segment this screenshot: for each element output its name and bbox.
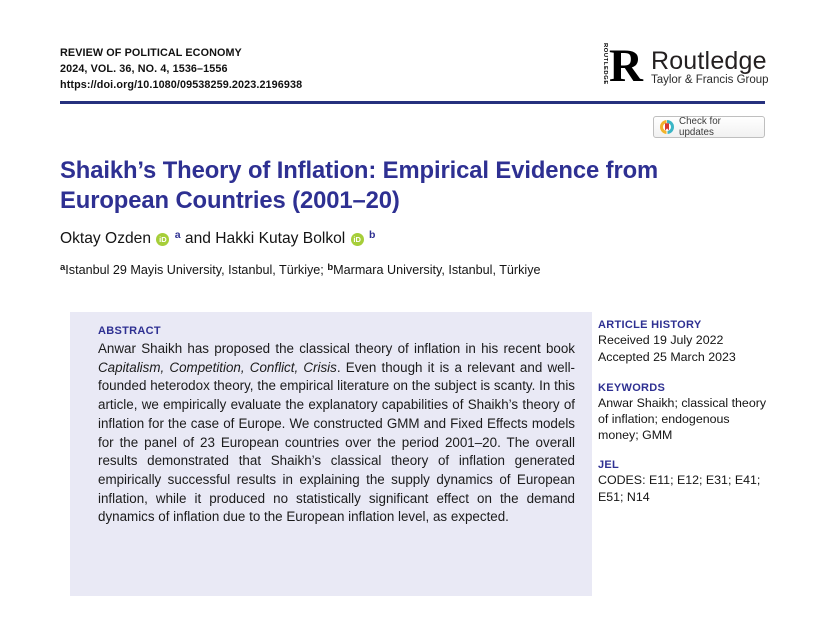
journal-info [60,45,302,93]
authors-line [60,229,375,248]
jel-section [598,459,772,505]
affiliation-text: Marmara University, Istanbul, Türkiye [333,263,541,277]
jel-heading: JEL [598,459,620,472]
author-affiliation-sup: b [368,229,376,241]
keywords-text: Anwar Shaikh; classical theory of inflation; endogenous money; GMM [598,395,767,443]
author-name: Oktay Ozden [60,230,152,247]
journal-name: REVIEW OF POLITICAL ECONOMY [60,47,242,59]
article-history-heading: ARTICLE HISTORY [598,319,702,331]
abstract-text [98,340,575,527]
received-date: Received 19 July 2022 [598,333,724,347]
affiliation-text: Istanbul 29 Mayis University, Istanbul, Türkiye; [65,263,328,277]
affiliation-sup: b [327,262,334,273]
abstract-text-after: . Even though it is a relevant and well-founded heterodox theory, the empirical literature on the subject is scanty. In this article, we empirically evaluate the explanatory capabilities of Shaikh’s theory of inflation for the case of Europe. We constructed GMM and Fixed Effects models for the panel of 23 European countries over the period 2001–20. The overall results demonstrated that Shaikh’s classical theory of inflation generated empirically successful results in explaining the supply dynamics of European inflation, while it produced no statistically significant effect on the demand dynamics of inflation due to the European inflation level, as expected. [98,359,576,525]
check-for-updates-button[interactable] [653,116,765,138]
crossmark-icon [660,120,674,134]
accepted-date: Accepted 25 March 2023 [598,350,736,365]
authors-separator: and [184,230,211,247]
abstract-text-before: Anwar Shaikh has proposed the classical theory of inflation in his recent book [98,341,575,356]
header-divider [60,101,765,104]
journal-issue: 2024, VOL. 36, NO. 4, 1536–1556 [60,63,228,75]
article-meta-column [598,319,772,521]
author-name: Hakki Kutay Bolkol [215,230,346,247]
publisher-name: Routledge [650,47,767,75]
author-affiliation-sup: a [174,229,181,241]
book-title: Capitalism, Competition, Conflict, Crisis [98,359,337,375]
routledge-r-icon: R [609,40,643,92]
publisher-group: Taylor & Francis Group [650,74,769,86]
abstract-heading: ABSTRACT [98,325,161,337]
routledge-vertical-text: ROUTLEDGE [602,43,608,85]
keywords-section [598,382,772,444]
orcid-icon[interactable]: iD [156,233,169,246]
abstract-box [70,312,592,596]
check-for-updates-label: Check for updates [679,116,721,138]
affiliation-sup: a [60,262,66,273]
keywords-heading: KEYWORDS [598,381,666,394]
jel-codes: CODES: E11; E12; E31; E41; E51; N14 [598,473,761,504]
article-title: Shaikh’s Theory of Inflation: Empirical Evidence from European Countries (2001–20) [60,157,659,214]
doi-link[interactable]: https://doi.org/10.1080/09538259.2023.2196938 [60,79,303,91]
article-history-section [598,319,772,366]
affiliations-line [60,262,541,277]
orcid-icon[interactable]: iD [351,233,364,246]
routledge-logo [600,40,769,92]
publisher-name-block [651,43,769,86]
